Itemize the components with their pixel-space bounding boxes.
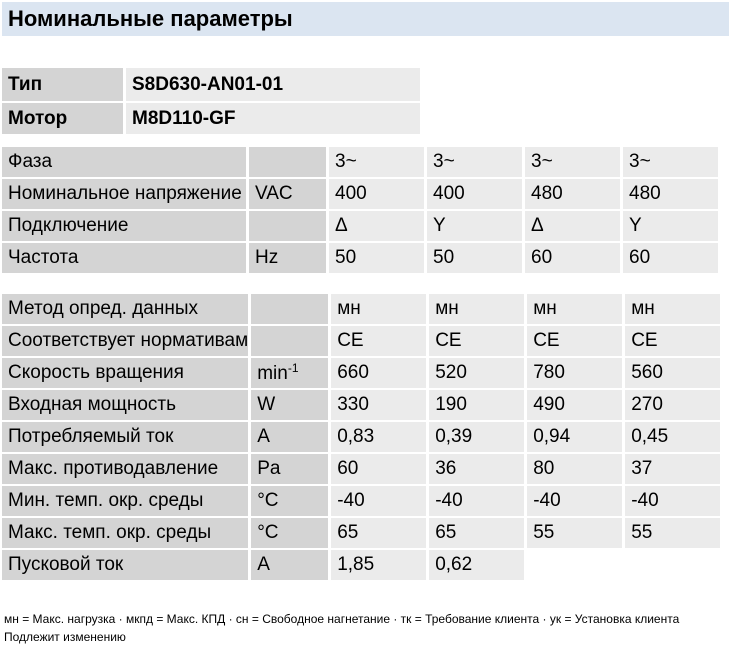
table-row bbox=[2, 486, 720, 518]
param-unit bbox=[251, 390, 331, 422]
param-value: 55 bbox=[625, 518, 720, 550]
table-row bbox=[2, 454, 720, 486]
motor-row bbox=[2, 101, 420, 134]
param-value: 0,62 bbox=[429, 550, 527, 582]
param-value: Δ bbox=[525, 211, 623, 243]
param-value: 50 bbox=[427, 243, 525, 275]
motor-label: Мотор bbox=[2, 101, 126, 134]
param-value: Y bbox=[427, 211, 525, 243]
param-unit-text: VAC bbox=[255, 183, 293, 204]
param-value: 0,94 bbox=[527, 422, 625, 454]
param-label: Метод опред. данных bbox=[2, 294, 251, 326]
type-row bbox=[2, 68, 420, 101]
param-unit-text: °C bbox=[257, 490, 279, 511]
param-value: -40 bbox=[527, 486, 625, 518]
identification-table bbox=[2, 68, 420, 134]
param-value: Y bbox=[623, 211, 718, 243]
param-value: 0,39 bbox=[429, 422, 527, 454]
param-value: -40 bbox=[625, 486, 720, 518]
param-value: 400 bbox=[427, 179, 525, 211]
param-value: CE bbox=[625, 326, 720, 358]
param-value: 3~ bbox=[623, 147, 718, 179]
param-label: Макс. темп. окр. среды bbox=[2, 518, 251, 550]
param-unit bbox=[249, 147, 329, 179]
table-row bbox=[2, 179, 718, 211]
param-unit-exponent: -1 bbox=[287, 361, 299, 375]
param-unit-text: Hz bbox=[255, 247, 279, 268]
param-unit-text: W bbox=[257, 394, 276, 415]
param-value: мн bbox=[331, 294, 429, 326]
param-value: 65 bbox=[331, 518, 429, 550]
param-label: Потребляемый ток bbox=[2, 422, 251, 454]
param-unit bbox=[249, 179, 329, 211]
param-value: 55 bbox=[527, 518, 625, 550]
table-row bbox=[2, 358, 720, 390]
title-bar bbox=[2, 2, 729, 36]
param-value: 400 bbox=[329, 179, 427, 211]
param-value: 780 bbox=[527, 358, 625, 390]
motor-value: M8D110-GF bbox=[126, 101, 420, 134]
param-unit bbox=[251, 294, 331, 326]
table-row bbox=[2, 518, 720, 550]
param-unit-text: °C bbox=[257, 522, 279, 543]
param-unit-text: Pa bbox=[257, 458, 281, 479]
param-value: 480 bbox=[525, 179, 623, 211]
param-unit bbox=[249, 243, 329, 275]
table-row bbox=[2, 211, 718, 243]
table-row bbox=[2, 294, 720, 326]
param-value: Δ bbox=[329, 211, 427, 243]
param-value: 0,83 bbox=[331, 422, 429, 454]
param-value: 660 bbox=[331, 358, 429, 390]
param-value: 560 bbox=[625, 358, 720, 390]
param-value: 37 bbox=[625, 454, 720, 486]
param-label: Макс. противодавление bbox=[2, 454, 251, 486]
param-value: 36 bbox=[429, 454, 527, 486]
param-value: 60 bbox=[331, 454, 429, 486]
param-label: Номинальное напряжение bbox=[2, 179, 249, 211]
param-value: -40 bbox=[429, 486, 527, 518]
param-value: мн bbox=[527, 294, 625, 326]
param-value: 330 bbox=[331, 390, 429, 422]
param-unit bbox=[251, 326, 331, 358]
footnote: мн = Макс. нагрузка · мкпд = Макс. КПД · сн = Свободное нагнетание · тк = Требование клиента · ук = Установка клиента bbox=[4, 612, 680, 626]
param-label: Фаза bbox=[2, 147, 249, 179]
param-value: 50 bbox=[329, 243, 427, 275]
param-value: CE bbox=[429, 326, 527, 358]
table-row bbox=[2, 147, 718, 179]
param-label: Мин. темп. окр. среды bbox=[2, 486, 251, 518]
param-unit-text: A bbox=[257, 554, 270, 575]
param-value: 80 bbox=[527, 454, 625, 486]
param-value: 60 bbox=[623, 243, 718, 275]
param-unit bbox=[251, 550, 331, 582]
param-value: 480 bbox=[623, 179, 718, 211]
subject-to-change-note: Подлежит изменению bbox=[4, 630, 126, 644]
param-label: Соответствует нормативам bbox=[2, 326, 251, 358]
param-unit bbox=[251, 518, 331, 550]
table-row bbox=[2, 422, 720, 454]
param-value: 3~ bbox=[525, 147, 623, 179]
param-value: мн bbox=[625, 294, 720, 326]
param-label: Входная мощность bbox=[2, 390, 251, 422]
param-value: 60 bbox=[525, 243, 623, 275]
param-value: -40 bbox=[331, 486, 429, 518]
param-unit-text: min bbox=[257, 363, 288, 384]
page-title: Номинальные параметры bbox=[8, 6, 293, 31]
electrical-params-table bbox=[2, 147, 718, 275]
param-label: Подключение bbox=[2, 211, 249, 243]
param-unit bbox=[251, 486, 331, 518]
type-value: S8D630-AN01-01 bbox=[126, 68, 420, 101]
param-value: CE bbox=[527, 326, 625, 358]
param-value: 65 bbox=[429, 518, 527, 550]
type-label: Тип bbox=[2, 68, 126, 101]
performance-params-table bbox=[2, 294, 720, 582]
param-value bbox=[527, 550, 625, 582]
param-value: 3~ bbox=[427, 147, 525, 179]
param-value: CE bbox=[331, 326, 429, 358]
param-unit bbox=[251, 358, 331, 390]
param-value: 490 bbox=[527, 390, 625, 422]
table-row bbox=[2, 243, 718, 275]
param-value: 520 bbox=[429, 358, 527, 390]
param-value: 1,85 bbox=[331, 550, 429, 582]
param-value: 270 bbox=[625, 390, 720, 422]
param-value: 190 bbox=[429, 390, 527, 422]
param-unit bbox=[251, 454, 331, 486]
param-value: 0,45 bbox=[625, 422, 720, 454]
param-value bbox=[625, 550, 720, 582]
param-value: мн bbox=[429, 294, 527, 326]
param-unit bbox=[249, 211, 329, 243]
param-label: Скорость вращения bbox=[2, 358, 251, 390]
table-row bbox=[2, 550, 720, 582]
param-unit-text: A bbox=[257, 426, 270, 447]
param-label: Частота bbox=[2, 243, 249, 275]
table-row bbox=[2, 390, 720, 422]
param-value: 3~ bbox=[329, 147, 427, 179]
param-unit bbox=[251, 422, 331, 454]
table-row bbox=[2, 326, 720, 358]
param-label: Пусковой ток bbox=[2, 550, 251, 582]
